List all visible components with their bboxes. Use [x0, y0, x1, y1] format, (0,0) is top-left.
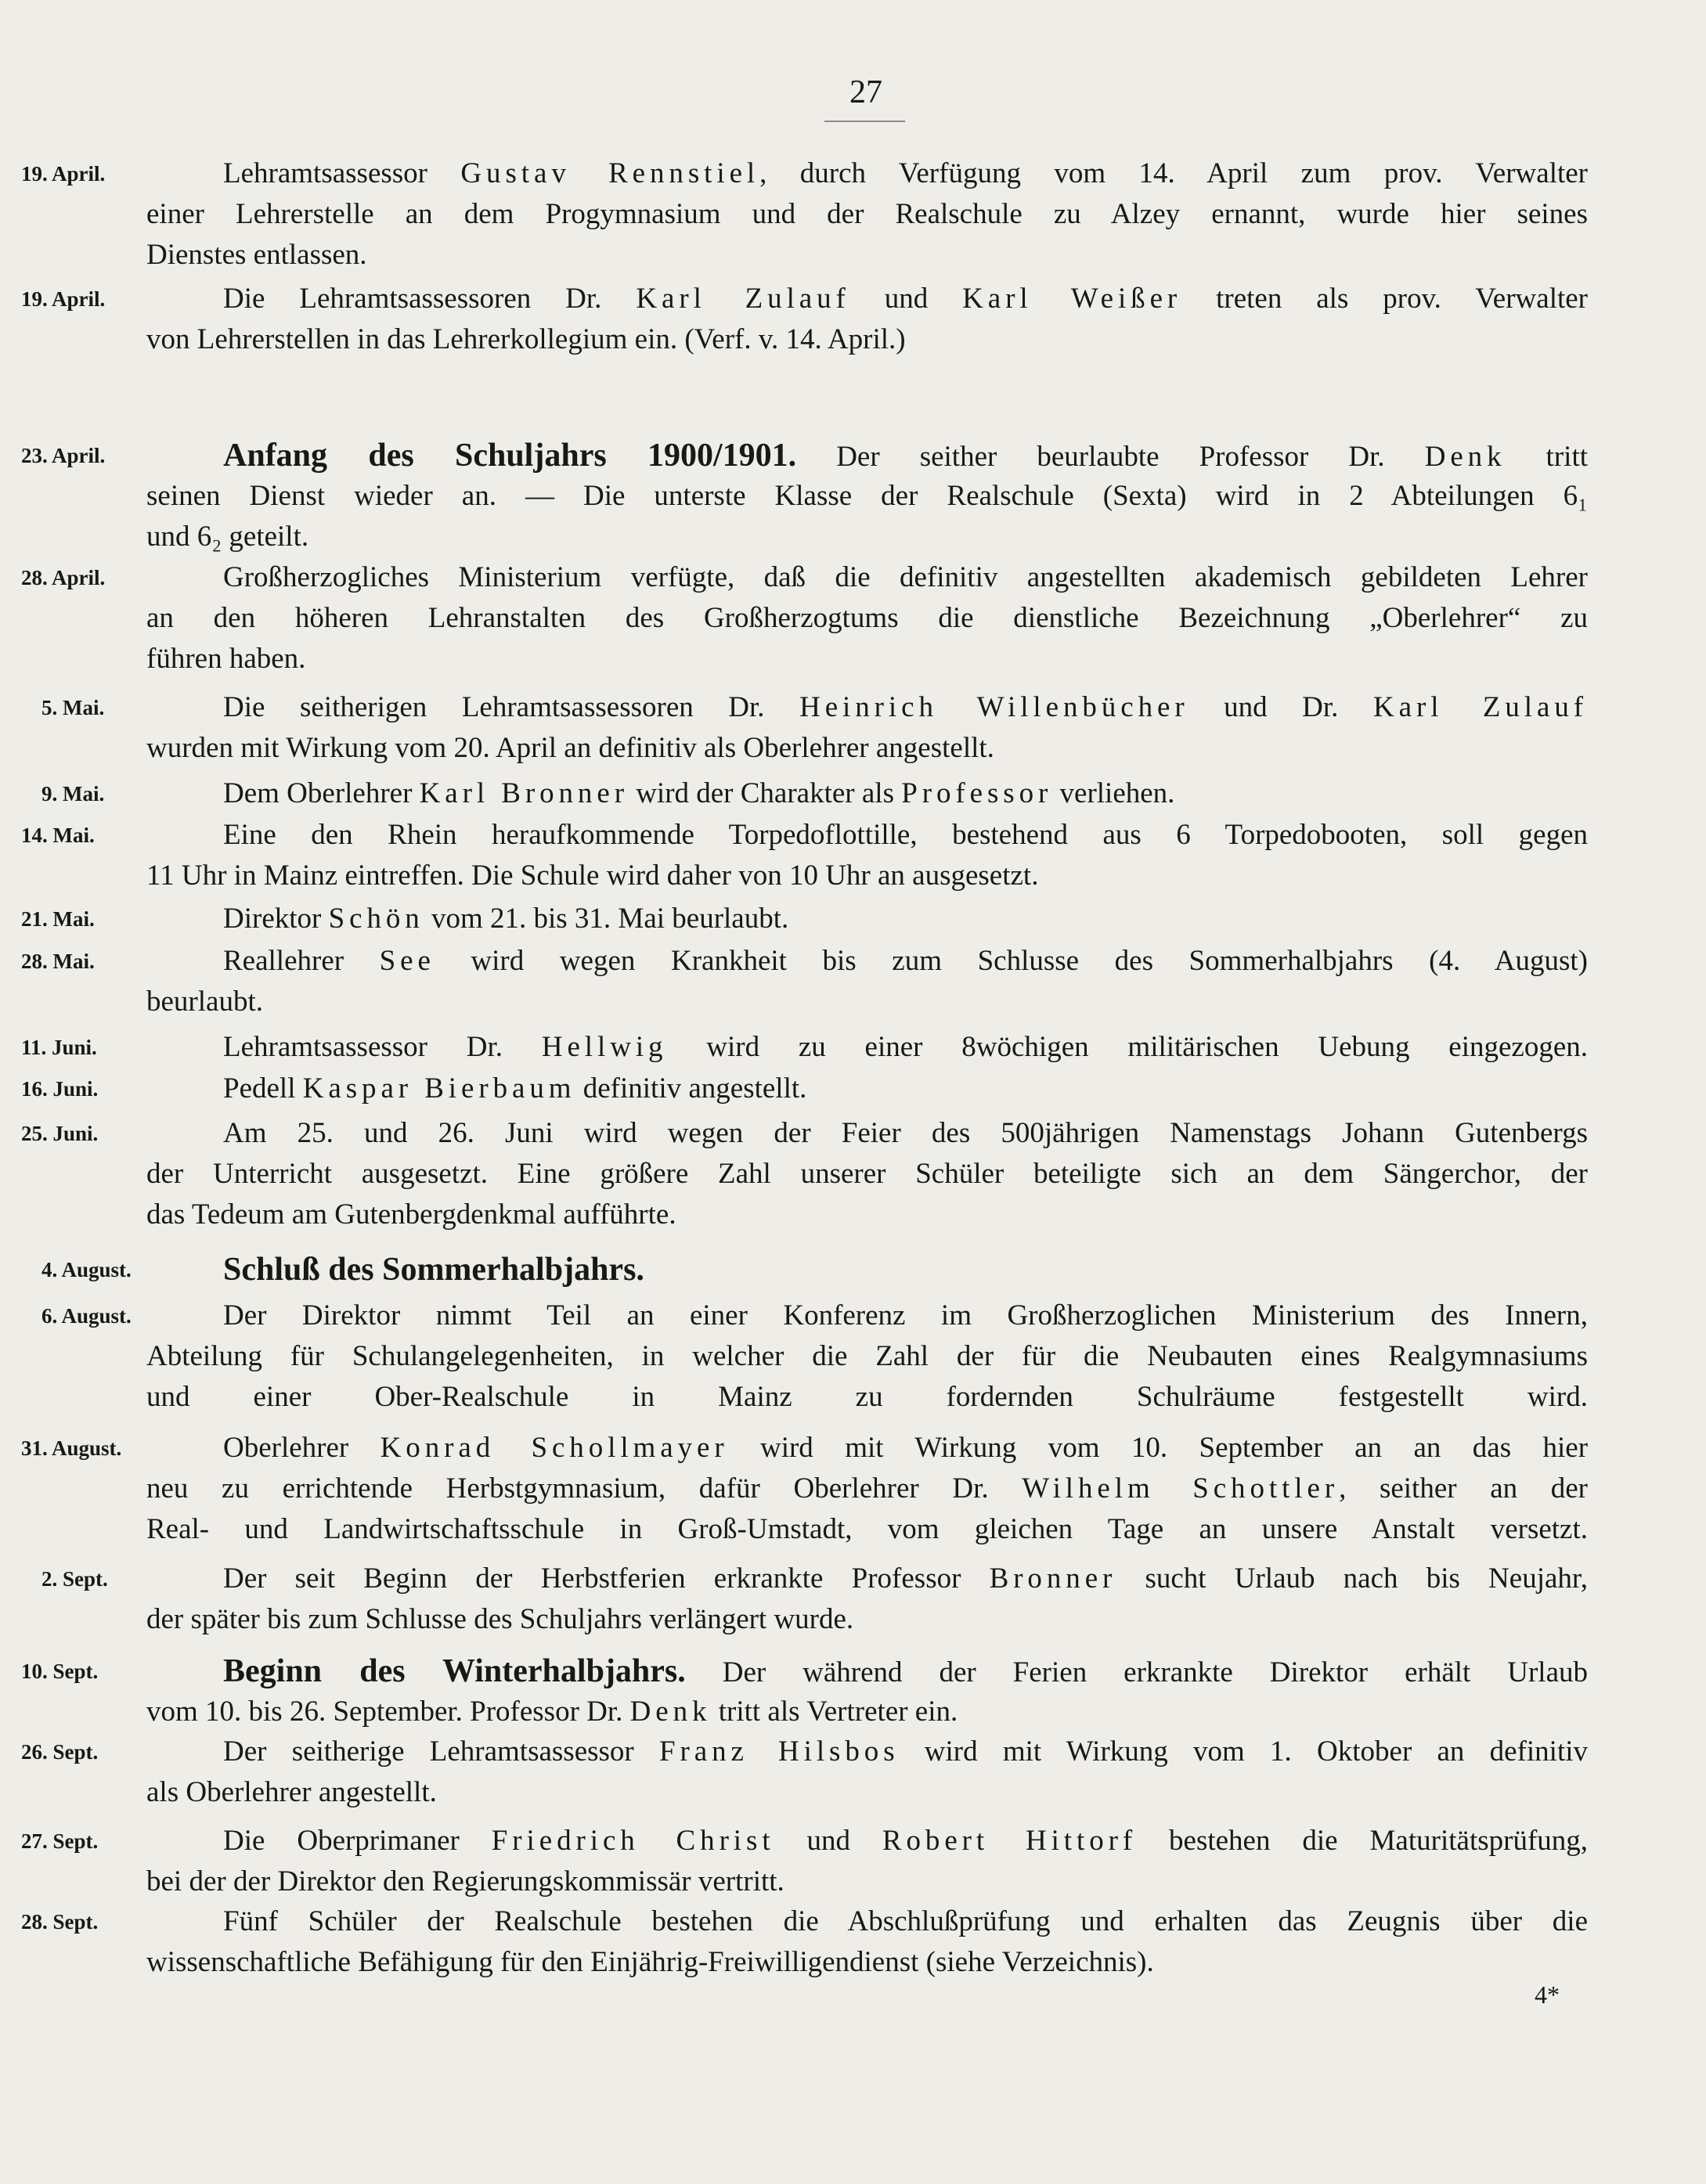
entry-text: [146, 1559, 1588, 1640]
text-line: [146, 1069, 1588, 1109]
text-run: beurlaubt.: [146, 986, 263, 1018]
text-run: neu zu errichtende Herbstgymnasium, dafür Oberlehrer Dr.: [146, 1472, 1023, 1505]
spaced-name: Friedrich Christ: [491, 1825, 775, 1857]
text-line: [146, 1195, 1588, 1235]
text-line: [146, 1942, 1588, 1983]
text-line: [146, 899, 1588, 939]
text-run: Der seitherige Lehramtsassessor: [223, 1735, 659, 1768]
spaced-name: Bronner: [989, 1562, 1117, 1595]
spaced-name: Robert Hittorf: [882, 1825, 1138, 1857]
section-heading: Beginn des Winterhalbjahrs.: [223, 1653, 686, 1689]
text-run: und 6₂ geteilt.: [146, 521, 309, 553]
text-run: 11 Uhr in Mainz eintreffen. Die Schule wird daher von 10 Uhr an ausgesetzt.: [146, 860, 1039, 892]
entry-text: [146, 1069, 1588, 1109]
text-run: der später bis zum Schlusse des Schuljahrs verlängert wurde.: [146, 1603, 854, 1635]
entry-text: [146, 1821, 1588, 1902]
text-run: Direktor: [223, 903, 329, 935]
text-run: Reallehrer: [223, 945, 380, 977]
text-run: Die Lehramtsassessoren Dr.: [223, 283, 637, 315]
text-line: [146, 1651, 1588, 1692]
section-heading: Anfang des Schuljahrs 1900/1901.: [223, 438, 797, 474]
entry-text: [146, 1296, 1588, 1418]
text-run: Lehramtsassessor Dr.: [223, 1031, 542, 1063]
text-line: [146, 153, 1588, 194]
text-line: [146, 1692, 1588, 1732]
text-run: vom 10. bis 26. September. Professor Dr.: [146, 1696, 630, 1728]
text-line: [146, 319, 1588, 360]
text-run: Die seitherigen Lehramtsassessoren Dr.: [223, 691, 800, 723]
text-run: Der während der Ferien erkrankte Direktor erhält Urlaub: [685, 1656, 1588, 1688]
text-line: [146, 728, 1588, 769]
text-run: einer Lehrerstelle an dem Progymnasium und der Realschule zu Alzey ernannt, wurde hier seines: [146, 198, 1588, 230]
entry-date: 5. Mai.: [41, 696, 105, 719]
text-run: Der Direktor nimmt Teil an einer Konferenz im Großherzoglichen Ministerium des Innern,: [223, 1299, 1588, 1332]
text-line: [146, 1469, 1588, 1509]
spaced-name: Heinrich Willenbücher: [799, 691, 1189, 723]
spaced-name: Konrad Schollmayer: [380, 1432, 729, 1464]
entry-date: 23. April.: [21, 444, 106, 467]
entry-text: [146, 941, 1588, 1022]
text-line: [146, 982, 1588, 1022]
text-run: wird der Charakter als: [628, 777, 902, 809]
text-run: wird zu einer 8wöchigen militärischen Uebung eingezogen.: [667, 1031, 1588, 1063]
text-line: [146, 941, 1588, 982]
text-line: [146, 476, 1588, 517]
spaced-name: Karl Bronner: [419, 777, 629, 809]
text-run: tritt: [1506, 441, 1589, 473]
entry-date: 9. Mai.: [41, 782, 105, 805]
text-run: der Unterricht ausgesetzt. Eine größere Zahl unserer Schüler beteiligte sich an dem Sängerchor, der: [146, 1158, 1588, 1190]
text-run: wird mit Wirkung vom 10. September an an das hier: [728, 1432, 1589, 1464]
spaced-word: Professor: [901, 777, 1053, 809]
text-run: Der seither beurlaubte Professor Dr.: [796, 441, 1425, 473]
text-line: [146, 639, 1588, 679]
spaced-name: Denk: [1424, 441, 1506, 473]
text-line: [146, 1027, 1588, 1068]
text-run: und: [849, 283, 963, 315]
entry-date: 27. Sept.: [21, 1829, 99, 1853]
text-run: und: [774, 1825, 882, 1857]
entry-date: 28. Sept.: [21, 1910, 99, 1934]
text-line: [146, 1377, 1588, 1418]
entry-text: [146, 435, 1588, 557]
entry-date: 19. April.: [21, 162, 106, 186]
text-line: [146, 1901, 1588, 1942]
text-run: wird wegen Krankheit bis zum Schlusse des Sommerhalbjahrs (4. August): [435, 945, 1588, 977]
text-line: [146, 1772, 1588, 1813]
text-run: Dem Oberlehrer: [223, 777, 420, 809]
page-number: 27: [849, 74, 882, 110]
text-run: Oberlehrer: [223, 1432, 381, 1464]
text-line: [146, 815, 1588, 856]
entry-text: [146, 1027, 1588, 1068]
text-run: Großherzogliches Ministerium verfügte, daß die definitiv angestellten akademisch gebildeten Lehrer: [223, 561, 1588, 593]
entry-date: 14. Mai.: [21, 824, 95, 847]
entry-text: [146, 153, 1588, 276]
entry-text: [146, 557, 1588, 679]
text-line: [146, 1599, 1588, 1640]
entry-date: 2. Sept.: [41, 1567, 108, 1591]
text-run: wissenschaftliche Befähigung für den Einjährig-Freiwilligendienst (siehe Verzeichnis).: [146, 1946, 1154, 1978]
text-run: vom 21. bis 31. Mai beurlaubt.: [424, 903, 789, 935]
text-run: führen haben.: [146, 643, 306, 675]
entry-date: 19. April.: [21, 287, 106, 311]
entry-text: [146, 1901, 1588, 1983]
entry-date: 31. August.: [21, 1436, 122, 1460]
spaced-name: Karl Zulauf: [636, 283, 850, 315]
text-run: Lehramtsassessor: [223, 157, 461, 189]
text-run: das Tedeum am Gutenbergdenkmal aufführte.: [146, 1198, 676, 1231]
text-run: Eine den Rhein heraufkommende Torpedoflottille, bestehend aus 6 Torpedobooten, soll gegen: [223, 819, 1588, 851]
text-line: [146, 1509, 1588, 1550]
section-heading: Schluß des Sommerhalbjahrs.: [223, 1252, 644, 1288]
text-line: [146, 598, 1588, 639]
spaced-name: Schön: [328, 903, 424, 935]
text-line: [146, 1113, 1588, 1154]
entry-text: [146, 1428, 1588, 1550]
text-line: [146, 687, 1588, 728]
spaced-name: Denk: [629, 1696, 712, 1728]
text-line: [146, 856, 1588, 896]
text-run: Dienstes entlassen.: [146, 239, 367, 271]
text-run: Abteilung für Schulangelegenheiten, in welcher die Zahl der für die Neubauten eines Realgymnasiums: [146, 1340, 1588, 1372]
spaced-name: Franz Hilsbos: [659, 1735, 900, 1768]
text-run: Real- und Landwirtschaftsschule in Groß-Umstadt, vom gleichen Tage an unsere Anstalt versetzt.: [146, 1513, 1588, 1545]
text-run: an den höheren Lehranstalten des Großherzogtums die dienstliche Bezeichnung „Oberlehrer“ zu: [146, 602, 1588, 634]
text-run: bei der der Direktor den Regierungskommissär vertritt.: [146, 1865, 784, 1897]
text-run: Pedell: [223, 1072, 303, 1105]
entry-text: [146, 1732, 1588, 1813]
spaced-name: Gustav Rennstiel: [460, 157, 760, 189]
entry-text: [146, 815, 1588, 896]
entry-text: [146, 899, 1588, 939]
text-run: tritt als Vertreter ein.: [711, 1696, 958, 1728]
entry-date: 26. Sept.: [21, 1740, 99, 1764]
text-run: wurden mit Wirkung vom 20. April an definitiv als Oberlehrer angestellt.: [146, 732, 994, 764]
spaced-name: Karl Zulauf: [1372, 691, 1588, 723]
text-run: Am 25. und 26. Juni wird wegen der Feier des 500jährigen Namenstags Johann Gutenbergs: [223, 1117, 1588, 1149]
spaced-name: See: [379, 945, 435, 977]
text-line: [146, 1428, 1588, 1469]
text-run: als Oberlehrer angestellt.: [146, 1776, 437, 1808]
text-run: und einer Ober-Realschule in Mainz zu fordernden Schulräume festgestellt wird.: [146, 1381, 1588, 1413]
text-run: definitiv angestellt.: [575, 1072, 807, 1105]
entry-text: [146, 773, 1588, 814]
text-run: wird mit Wirkung vom 1. Oktober an definitiv: [899, 1735, 1589, 1768]
text-line: [146, 773, 1588, 814]
entry-date: 6. August.: [41, 1304, 132, 1328]
text-line: [146, 1336, 1588, 1377]
entry-date: 10. Sept.: [21, 1660, 99, 1683]
text-line: [146, 1154, 1588, 1195]
text-line: [146, 279, 1588, 319]
spaced-name: Karl Weißer: [962, 283, 1182, 315]
entry-text: [146, 279, 1588, 360]
text-line: [146, 1296, 1588, 1336]
text-line: [146, 194, 1588, 235]
entry-date: 16. Juni.: [21, 1077, 99, 1101]
spaced-name: Kaspar Bierbaum: [302, 1072, 576, 1105]
spaced-name: Hellwig: [541, 1031, 668, 1063]
entry-text: [146, 687, 1588, 769]
entry-text: [146, 1651, 1588, 1732]
text-run: , seither an der: [1339, 1472, 1588, 1505]
entry-text: [146, 1249, 1588, 1290]
entry-date: 25. Juni.: [21, 1122, 99, 1145]
text-line: [146, 1559, 1588, 1599]
text-line: [146, 557, 1588, 598]
text-run: und Dr.: [1188, 691, 1373, 723]
entry-date: 28. April.: [21, 566, 106, 589]
page-number-rule: [824, 121, 905, 122]
signature-mark: 4*: [1535, 1980, 1560, 2009]
text-line: [146, 1732, 1588, 1772]
text-run: von Lehrerstellen in das Lehrerkollegium ein. (Verf. v. 14. April.): [146, 323, 906, 355]
text-line: [146, 1249, 1588, 1290]
text-run: treten als prov. Verwalter: [1181, 283, 1589, 315]
text-line: [146, 1821, 1588, 1861]
text-run: , durch Verfügung vom 14. April zum prov. Verwalter: [759, 157, 1588, 189]
text-run: sucht Urlaub nach bis Neujahr,: [1116, 1562, 1588, 1595]
entry-date: 21. Mai.: [21, 907, 95, 931]
entry-date: 11. Juni.: [21, 1036, 97, 1059]
text-run: Der seit Beginn der Herbstferien erkrankte Professor: [223, 1562, 990, 1595]
text-run: seinen Dienst wieder an. — Die unterste Klasse der Realschule (Sexta) wird in 2 Abteilungen 6₁: [146, 480, 1588, 512]
text-run: verliehen.: [1052, 777, 1175, 809]
spaced-name: Wilhelm Schottler: [1022, 1472, 1340, 1505]
text-line: [146, 1861, 1588, 1902]
text-run: Fünf Schüler der Realschule bestehen die Abschlußprüfung und erhalten das Zeugnis über die: [223, 1905, 1588, 1937]
text-run: Die Oberprimaner: [223, 1825, 492, 1857]
text-line: [146, 235, 1588, 276]
text-line: [146, 517, 1588, 557]
entry-text: [146, 1113, 1588, 1235]
text-run: bestehen die Maturitätsprüfung,: [1137, 1825, 1589, 1857]
entry-date: 28. Mai.: [21, 950, 95, 973]
entry-date: 4. August.: [41, 1258, 132, 1281]
text-line: [146, 435, 1588, 476]
